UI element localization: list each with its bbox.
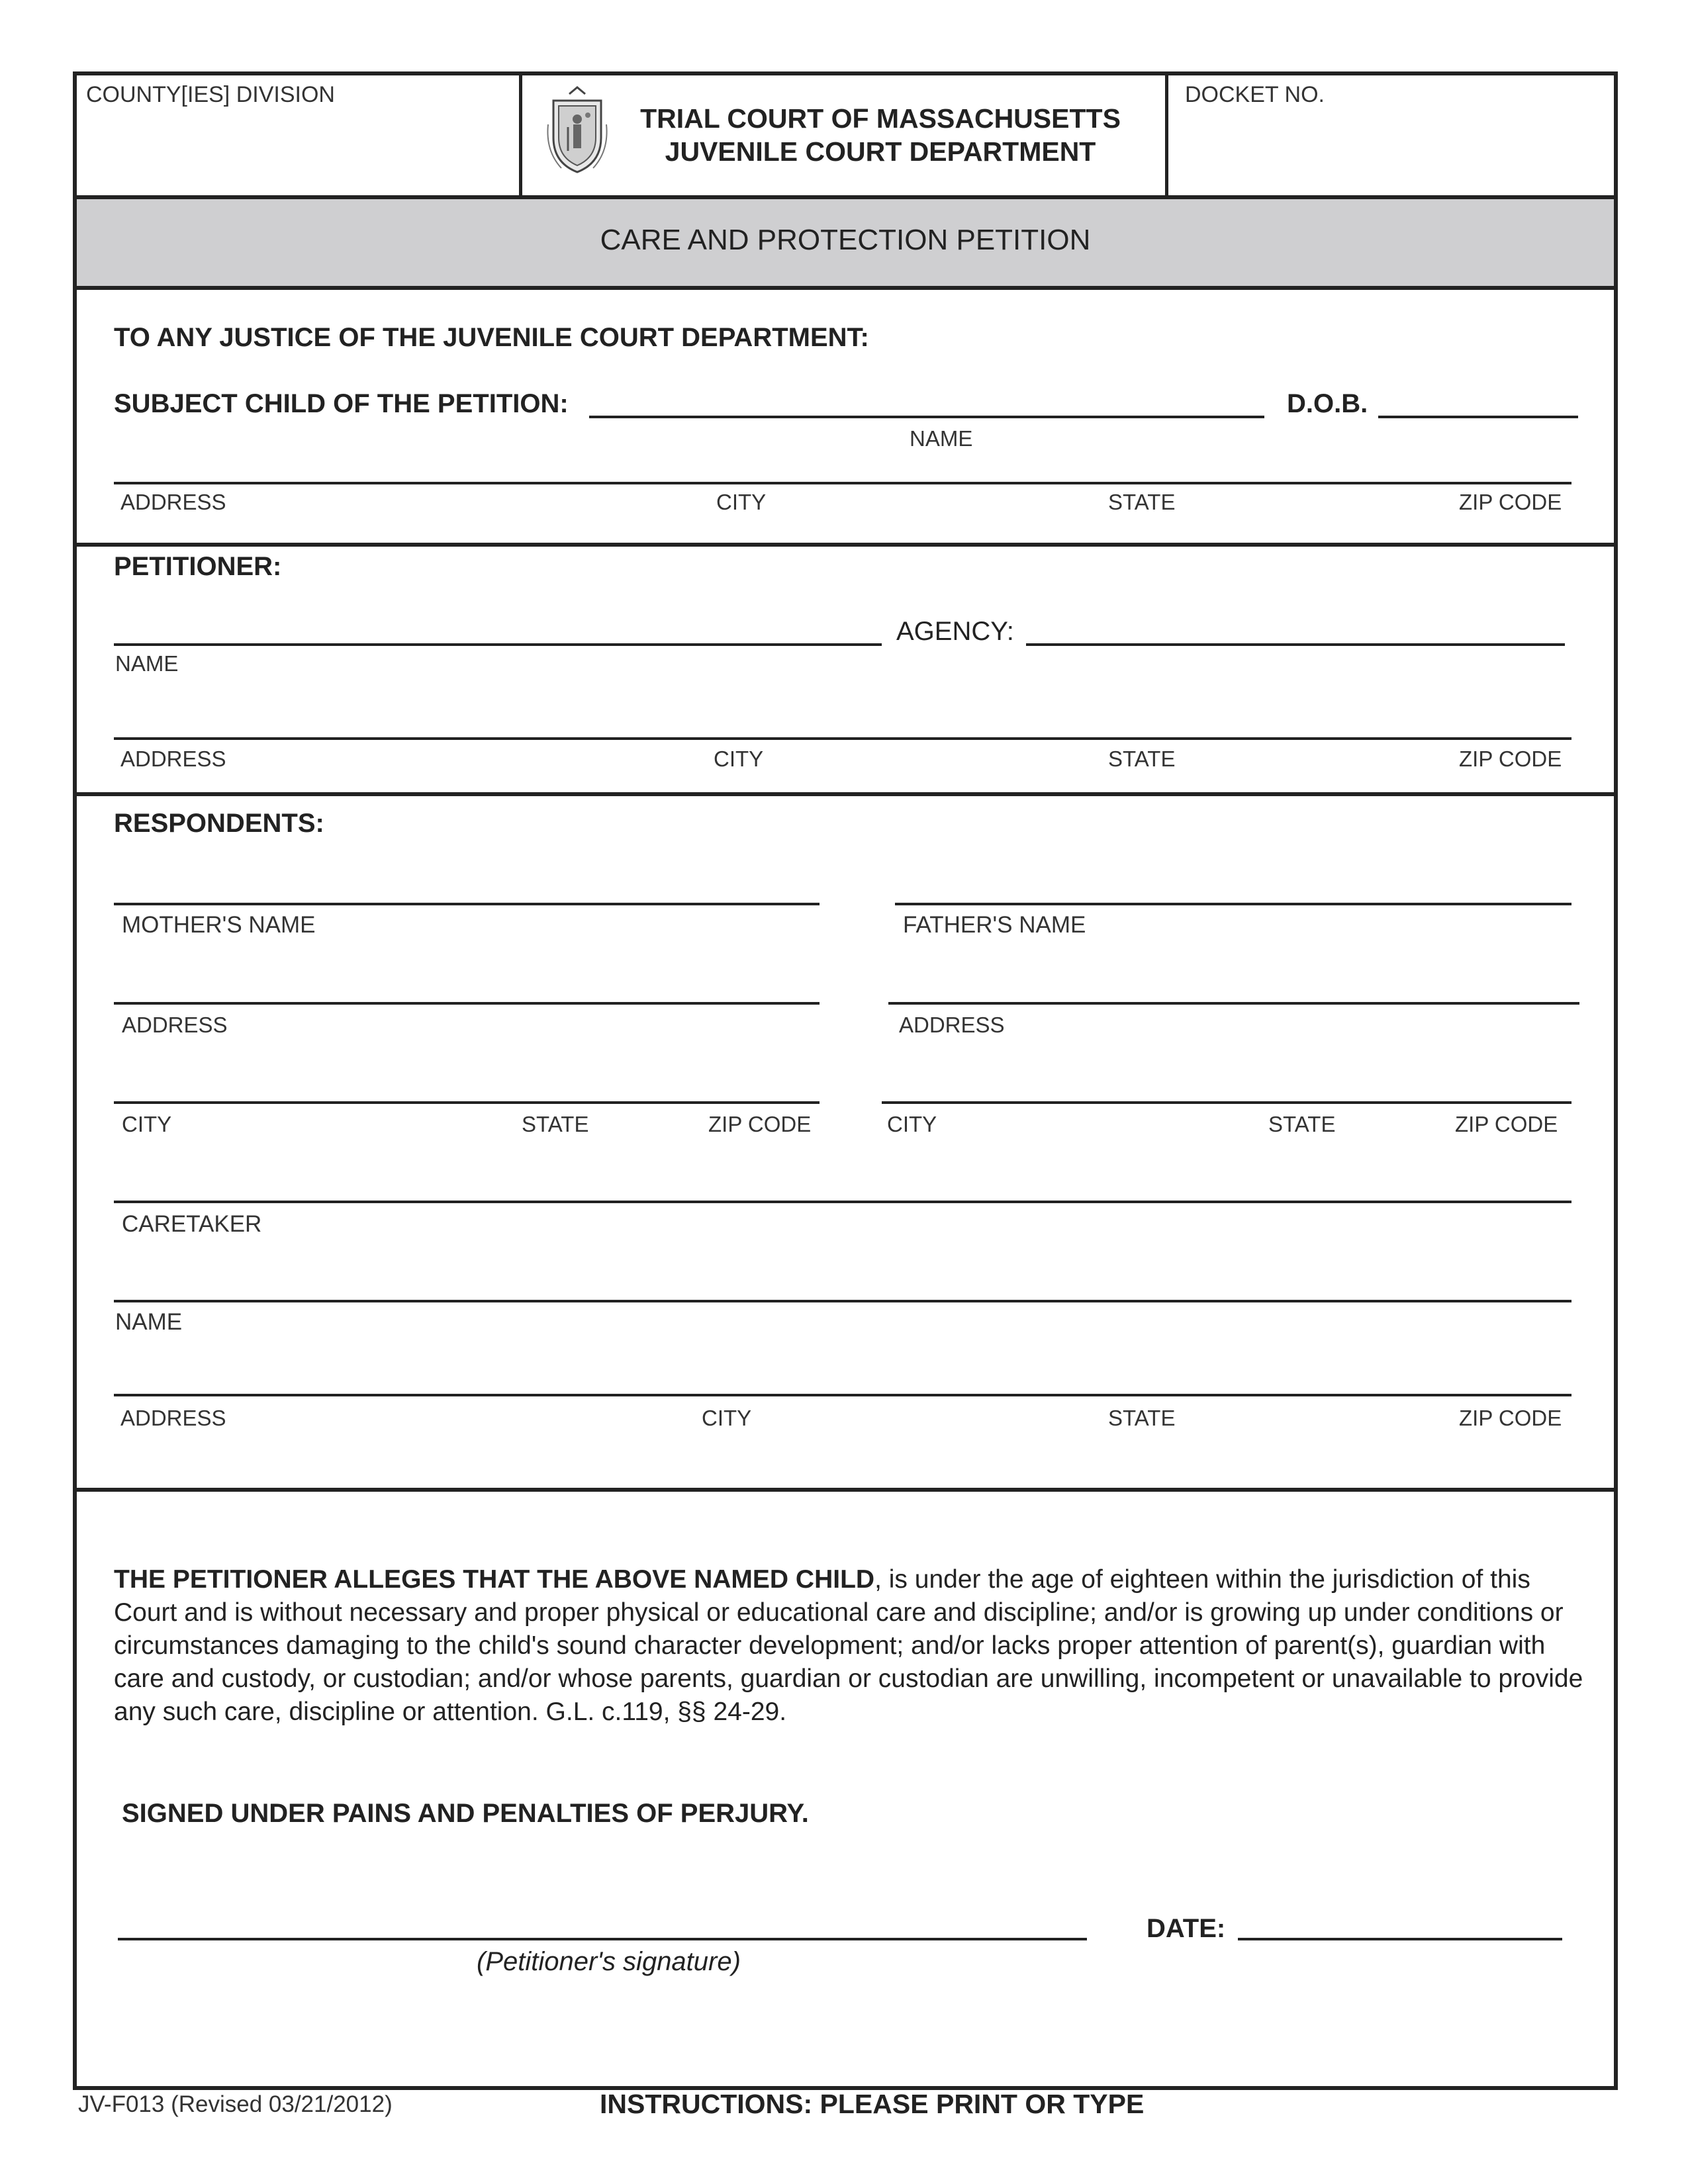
agency-label: AGENCY: bbox=[896, 617, 1014, 646]
child-address-input[interactable] bbox=[119, 450, 1562, 480]
petitioner-state-caption: STATE bbox=[1108, 747, 1176, 771]
mother-zip-caption: ZIP CODE bbox=[708, 1112, 812, 1136]
form-id: JV-F013 (Revised 03/21/2012) bbox=[78, 2091, 393, 2117]
county-division-input[interactable] bbox=[86, 119, 510, 179]
father-name-input[interactable] bbox=[900, 871, 1562, 901]
mother-state-caption: STATE bbox=[522, 1112, 589, 1136]
caretaker-input[interactable] bbox=[119, 1169, 1562, 1199]
child-name-caption: NAME bbox=[910, 426, 973, 451]
county-division-label: COUNTY[IES] DIVISION bbox=[86, 82, 335, 107]
caretaker-address-line bbox=[114, 1394, 1571, 1396]
father-address-input[interactable] bbox=[894, 970, 1569, 1001]
father-city-input[interactable] bbox=[887, 1069, 1562, 1100]
petitioner-name-input[interactable] bbox=[119, 612, 874, 642]
allegation-lead: THE PETITIONER ALLEGES THAT THE ABOVE NAMED CHILD bbox=[114, 1565, 875, 1594]
caretaker-caption: CARETAKER bbox=[122, 1211, 262, 1237]
dob-input[interactable] bbox=[1383, 384, 1575, 414]
caretaker-name-line bbox=[114, 1300, 1571, 1302]
petitioner-address-line bbox=[114, 737, 1571, 740]
mother-city-line bbox=[114, 1101, 820, 1104]
caretaker-name-input[interactable] bbox=[119, 1268, 1562, 1298]
petitioner-heading: PETITIONER: bbox=[114, 552, 282, 581]
allegation-paragraph bbox=[114, 1563, 1597, 1729]
header-divider-left bbox=[519, 73, 522, 197]
signature-caption: (Petitioner's signature) bbox=[477, 1947, 741, 1976]
father-zip-caption: ZIP CODE bbox=[1455, 1112, 1558, 1136]
signature-line bbox=[118, 1938, 1087, 1940]
mother-name-input[interactable] bbox=[119, 871, 814, 901]
allegation-body: , is under the age of eighteen within the jurisdiction of this Court and is without necessary and proper physical or educational care and discipline; and/or is growing up under conditions or circumstances damaging to the child's sound character development; and/or lacks proper attention of parent(s), guardian with care and custody, or custodian; and/or whose parents, guardian or custodian are unwilling, incompetent or unavailable to provide any such care, discipline or attention. G.L. c.119, §§ 24-29. bbox=[114, 1565, 1583, 1726]
subject-child-heading: SUBJECT CHILD OF THE PETITION: bbox=[114, 389, 569, 418]
perjury-statement: SIGNED UNDER PAINS AND PENALTIES OF PERJURY. bbox=[122, 1799, 809, 1828]
dob-line bbox=[1378, 416, 1578, 418]
child-name-line bbox=[589, 416, 1264, 418]
agency-line bbox=[1026, 643, 1565, 646]
caretaker-name-caption: NAME bbox=[115, 1309, 183, 1335]
respondents-heading: RESPONDENTS: bbox=[114, 809, 324, 838]
court-name-line-1: TRIAL COURT OF MASSACHUSETTS bbox=[640, 103, 1121, 134]
mother-city-input[interactable] bbox=[119, 1069, 814, 1100]
father-address-line bbox=[888, 1002, 1579, 1005]
child-city-caption: CITY bbox=[716, 490, 767, 514]
form-title: CARE AND PROTECTION PETITION bbox=[600, 224, 1091, 256]
father-city-caption: CITY bbox=[887, 1112, 937, 1136]
subject-section-bottom-rule bbox=[73, 543, 1618, 547]
agency-input[interactable] bbox=[1030, 612, 1560, 642]
child-address-line bbox=[114, 482, 1571, 484]
court-name-line-2: JUVENILE COURT DEPARTMENT bbox=[665, 136, 1096, 167]
caretaker-line bbox=[114, 1201, 1571, 1203]
salutation: TO ANY JUSTICE OF THE JUVENILE COURT DEPARTMENT: bbox=[114, 323, 869, 352]
caretaker-zip-caption: ZIP CODE bbox=[1459, 1406, 1562, 1430]
petitioner-section-bottom-rule bbox=[73, 792, 1618, 796]
docket-number-input[interactable] bbox=[1185, 119, 1602, 179]
child-zip-caption: ZIP CODE bbox=[1459, 490, 1562, 514]
docket-number-label: DOCKET NO. bbox=[1185, 82, 1325, 107]
massachusetts-seal-icon bbox=[544, 85, 610, 177]
petitioner-city-caption: CITY bbox=[714, 747, 764, 771]
respondents-section-bottom-rule bbox=[73, 1488, 1618, 1492]
title-band-top-rule bbox=[73, 195, 1618, 199]
mother-name-caption: MOTHER'S NAME bbox=[122, 912, 316, 938]
date-line bbox=[1238, 1938, 1562, 1940]
petitioner-name-line bbox=[114, 643, 882, 646]
mother-address-caption: ADDRESS bbox=[122, 1013, 228, 1037]
petitioner-name-caption: NAME bbox=[115, 651, 179, 676]
petitioner-address-input[interactable] bbox=[119, 705, 1562, 736]
date-input[interactable] bbox=[1243, 1905, 1558, 1936]
header-divider-right bbox=[1165, 73, 1168, 197]
child-state-caption: STATE bbox=[1108, 490, 1176, 514]
father-address-caption: ADDRESS bbox=[899, 1013, 1005, 1037]
date-label: DATE: bbox=[1147, 1914, 1226, 1943]
caretaker-city-caption: CITY bbox=[702, 1406, 752, 1430]
mother-address-input[interactable] bbox=[119, 970, 814, 1001]
father-state-caption: STATE bbox=[1268, 1112, 1336, 1136]
caretaker-address-input[interactable] bbox=[119, 1362, 1562, 1392]
child-address-caption: ADDRESS bbox=[120, 490, 226, 514]
petitioner-zip-caption: ZIP CODE bbox=[1459, 747, 1562, 771]
mother-address-line bbox=[114, 1002, 820, 1005]
mother-name-line bbox=[114, 903, 820, 905]
mother-city-caption: CITY bbox=[122, 1112, 172, 1136]
instructions: INSTRUCTIONS: PLEASE PRINT OR TYPE bbox=[600, 2089, 1145, 2119]
child-name-input[interactable] bbox=[596, 384, 1258, 414]
caretaker-state-caption: STATE bbox=[1108, 1406, 1176, 1430]
dob-label: D.O.B. bbox=[1287, 389, 1368, 418]
caretaker-address-caption: ADDRESS bbox=[120, 1406, 226, 1430]
petitioner-address-caption: ADDRESS bbox=[120, 747, 226, 771]
father-name-caption: FATHER'S NAME bbox=[903, 912, 1086, 938]
father-name-line bbox=[895, 903, 1571, 905]
father-city-line bbox=[882, 1101, 1571, 1104]
title-band-bottom-rule bbox=[73, 286, 1618, 290]
signature-input[interactable] bbox=[126, 1905, 1079, 1936]
